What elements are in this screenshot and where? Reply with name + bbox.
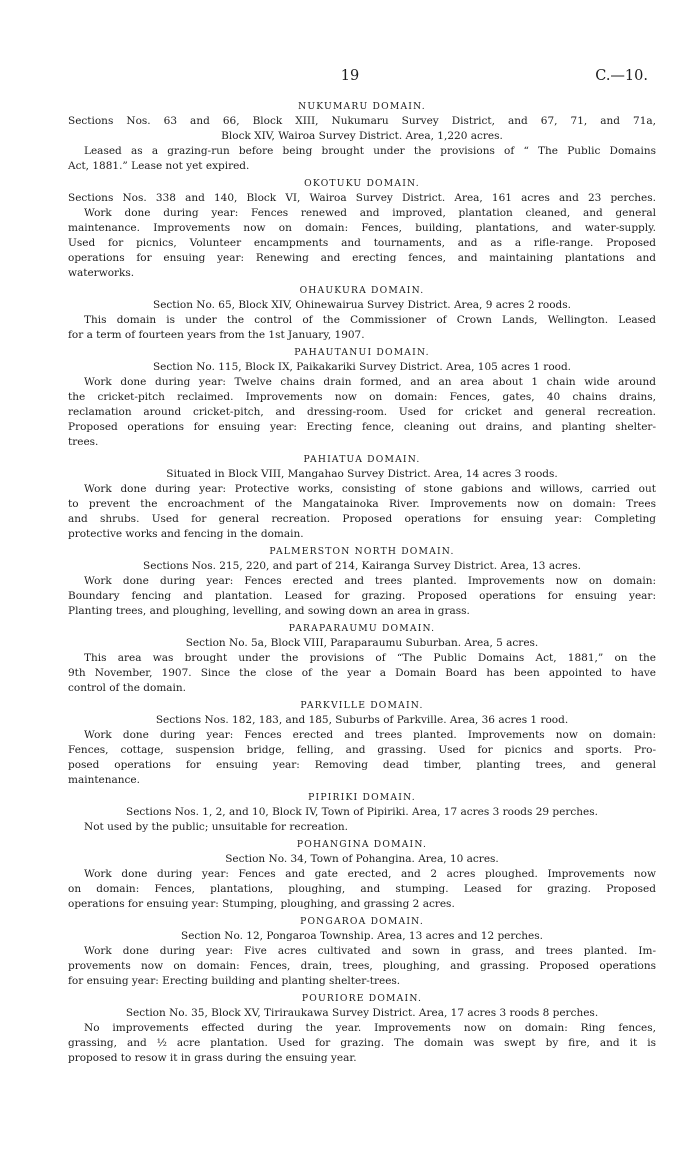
text-line: Work done during year: Fences erected and trees planted. Improvements now on domain: [84,575,656,587]
domain-section [68,283,656,343]
text-line: Work done during year: Fences renewed and improved, plantation cleaned, and general [84,207,656,219]
text-line: for ensuing year: Erecting building and planting shelter-trees. [68,975,401,987]
text-line: to prevent the encroachment of the Mangatainoka River. Improvements now on domain: Trees [68,498,656,510]
text-line: protective works and fencing in the domain. [68,528,304,540]
domain-section [68,621,656,696]
text-line: Section No. 34, Town of Pohangina. Area, 10 acres. [225,853,499,865]
text-line: Work done during year: Five acres cultivated and sown in grass, and trees planted. Im- [84,945,656,957]
domain-section [68,345,656,450]
text-line: Work done during year: Twelve chains drain formed, and an area about 1 chain wide around [84,376,656,388]
text-line: Section No. 65, Block XIV, Ohinewairua Survey District. Area, 9 acres 2 roods. [153,299,571,311]
text-line: Work done during year: Protective works, consisting of stone gabions and willows, carried out [84,483,656,495]
text-line: Act, 1881.” Lease not yet expired. [68,160,250,172]
text-line: trees. [68,436,99,448]
page-number: 19 [340,68,360,84]
section-heading: PALMERSTON NORTH DOMAIN. [269,546,455,557]
text-line: Work done during year: Fences erected and trees planted. Improvements now on domain: [84,729,656,741]
text-line: on domain: Fences, plantations, ploughing, and stumping. Leased for grazing. Proposed [68,883,656,895]
text-line: the cricket-pitch reclaimed. Improvements now on domain: Fences, gates, 40 chains drains, [68,391,656,403]
text-line: Fences, cottage, suspension bridge, felling, and grassing. Used for picnics and sports. Pro- [68,744,656,756]
domain-section [68,837,656,912]
section-heading: PAHIATUA DOMAIN. [303,454,421,465]
text-line: Section No. 35, Block XV, Tiriraukawa Survey District. Area, 17 acres 3 roods 8 perches. [125,1007,599,1019]
text-line: Section No. 12, Pongaroa Township. Area, 13 acres and 12 perches. [181,930,543,942]
text-line: Work done during year: Fences and gate erected, and 2 acres ploughed. Improvements now [84,868,656,880]
domain-section [68,544,656,619]
section-heading: PIPIRIKI DOMAIN. [308,792,416,803]
text-line: for a term of fourteen years from the 1st January, 1907. [68,329,365,341]
text-line: maintenance. [68,774,140,786]
text-line: Not used by the public; unsuitable for recreation. [84,821,349,833]
section-heading: POHANGINA DOMAIN. [296,839,428,850]
domain-section [68,790,656,835]
domain-section [68,914,656,989]
text-line: Block XIV, Wairoa Survey District. Area, 1,220 acres. [221,130,503,142]
text-line: operations for ensuing year: Stumping, ploughing, and grassing 2 acres. [68,898,455,910]
document-body [68,97,656,1066]
text-line: This area was brought under the provisions of “The Public Domains Act, 1881,” on the [84,652,656,664]
text-line: Sections Nos. 215, 220, and part of 214, Kairanga Survey District. Area, 13 acres. [143,560,581,572]
text-line: reclamation around cricket-pitch, and dressing-room. Used for cricket and general recreation. [68,406,656,418]
text-line: and shrubs. Used for general recreation. Proposed operations for ensuing year: Completing [68,513,656,525]
section-heading: PAHAUTANUI DOMAIN. [294,347,430,358]
section-heading: POURIORE DOMAIN. [301,993,423,1004]
text-line: Planting trees, and ploughing, levelling, and sowing down an area in grass. [68,605,470,617]
text-line: grassing, and ½ acre plantation. Used for grazing. The domain was swept by fire, and it is [68,1037,656,1049]
section-heading: OKOTUKU DOMAIN. [304,178,420,189]
text-line: Sections Nos. 182, 183, and 185, Suburbs of Parkville. Area, 36 acres 1 rood. [155,714,569,726]
domain-section [68,698,656,788]
text-line: No improvements effected during the year. Improvements now on domain: Ring fences, [84,1022,656,1034]
text-line: Leased as a grazing-run before being brought under the provisions of “ The Public Domains [84,145,656,157]
text-line: proposed to resow it in grass during the ensuing year. [68,1052,357,1064]
text-line: control of the domain. [68,682,187,694]
domain-section [68,176,656,281]
text-line: Sections Nos. 63 and 66, Block XIII, Nukumaru Survey District, and 67, 71, and 71a, [68,115,656,127]
section-heading: PARAPARAUMU DOMAIN. [288,623,436,634]
text-line: posed operations for ensuing year: Removing dead timber, planting trees, and general [68,759,656,771]
domain-section [68,452,656,542]
text-line: waterworks. [68,267,135,279]
section-heading: PARKVILLE DOMAIN. [300,700,424,711]
text-line: Section No. 115, Block IX, Paikakariki Survey District. Area, 105 acres 1 rood. [152,361,572,373]
text-line: Boundary fencing and plantation. Leased for grazing. Proposed operations for ensuing year: [68,590,656,602]
domain-section [68,99,656,174]
text-line: provements now on domain: Fences, drain, trees, ploughing, and grassing. Proposed operations [68,960,656,972]
text-line: Sections Nos. 1, 2, and 10, Block IV, Town of Pipiriki. Area, 17 acres 3 roods 29 perches. [126,806,598,818]
text-line: 9th November, 1907. Since the close of the year a Domain Board has been appointed to have [68,667,656,679]
text-line: Situated in Block VIII, Mangahao Survey District. Area, 14 acres 3 roods. [166,468,558,480]
text-line: Section No. 5a, Block VIII, Paraparaumu Suburban. Area, 5 acres. [185,637,539,649]
text-line: Sections Nos. 338 and 140, Block VI, Wairoa Survey District. Area, 161 acres and 23 perches. [68,192,656,204]
text-line: Proposed operations for ensuing year: Erecting fence, cleaning out drains, and planting shelter- [68,421,656,433]
text-line: operations for ensuing year: Renewing and erecting fences, and maintaining plantations and [68,252,656,264]
text-line: This domain is under the control of the Commissioner of Crown Lands, Wellington. Leased [84,314,656,326]
text-line: Used for picnics, Volunteer encampments and tournaments, and as a rifle-range. Proposed [68,237,656,249]
document-reference: C.—10. [595,68,648,84]
section-heading: PONGAROA DOMAIN. [300,916,424,927]
section-heading: NUKUMARU DOMAIN. [298,101,426,112]
domain-section [68,991,656,1066]
text-line: maintenance. Improvements now on domain: Fences, building, plantations, and water-supply. [68,222,656,234]
section-heading: OHAUKURA DOMAIN. [299,285,425,296]
